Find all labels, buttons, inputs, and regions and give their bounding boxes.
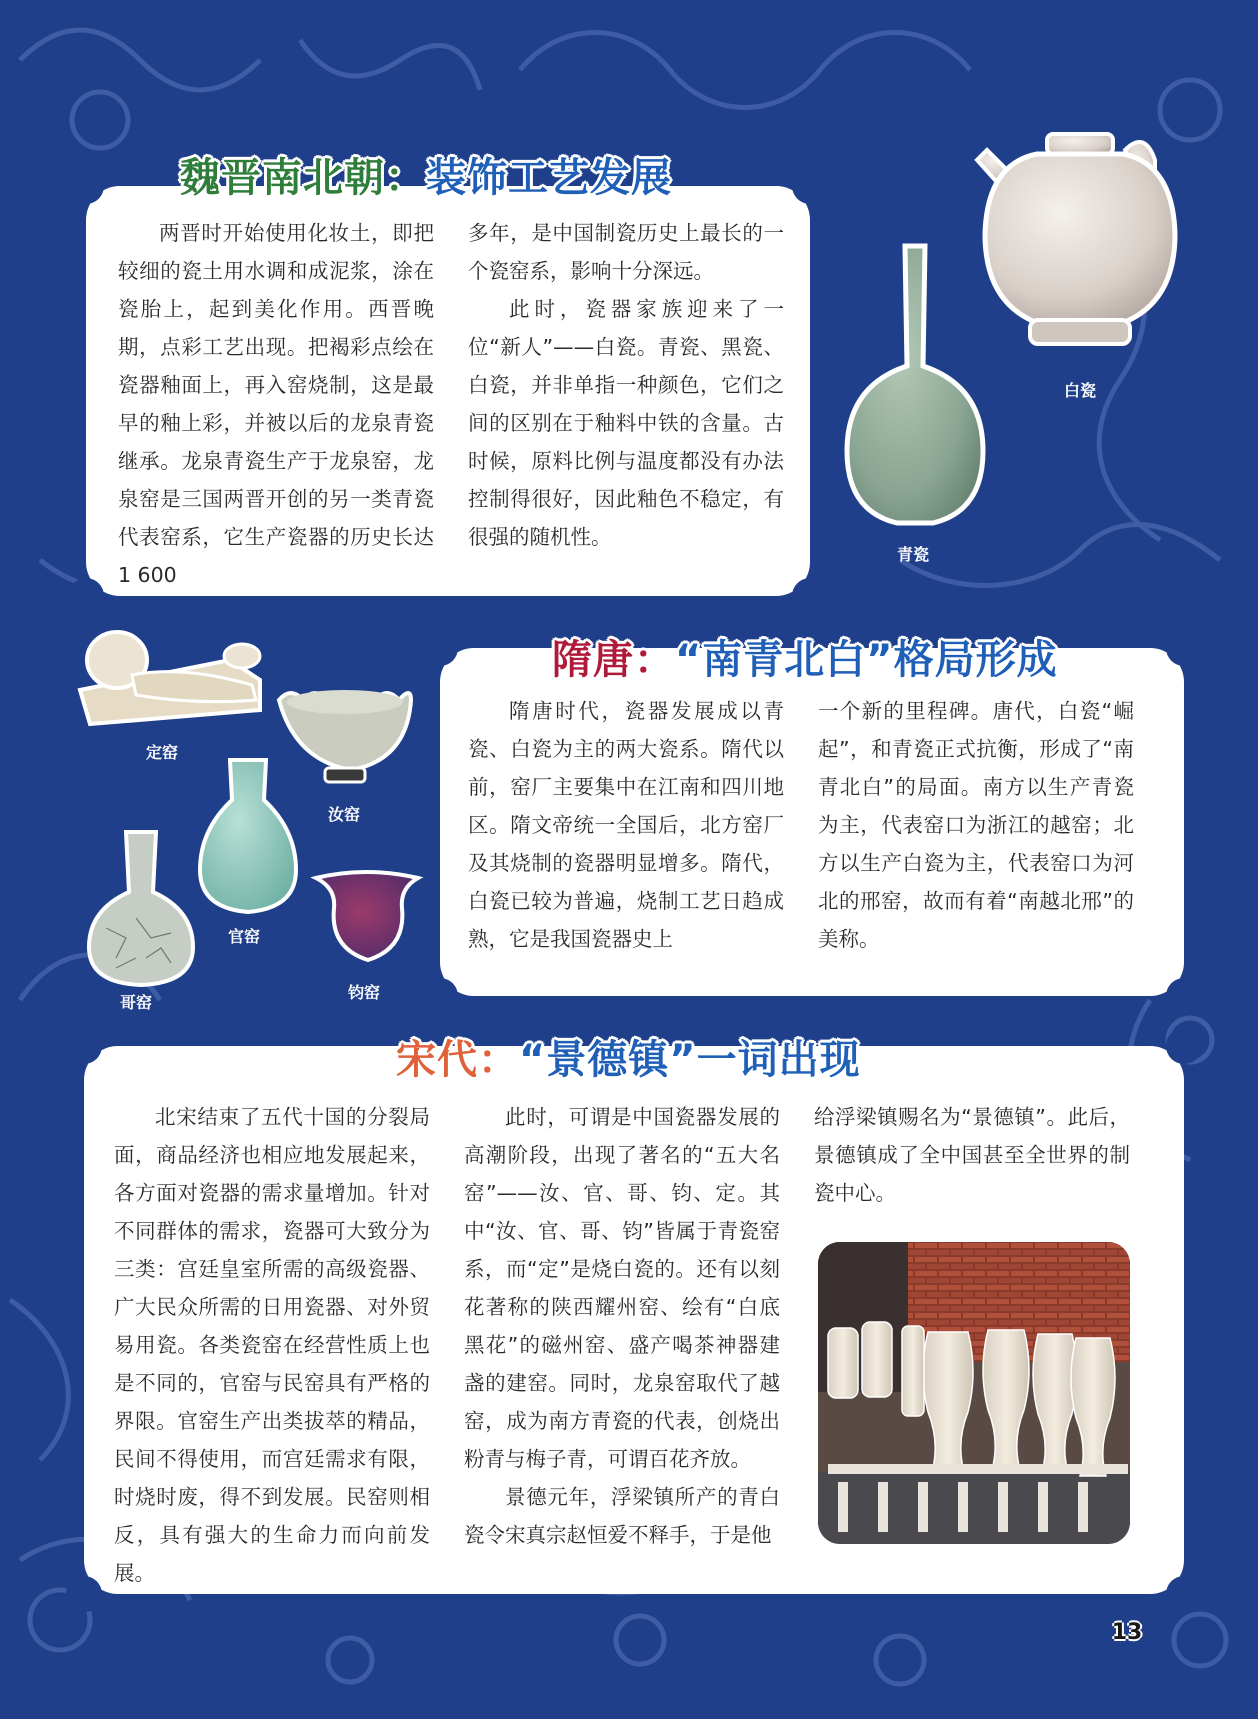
section1-column-2 (468, 214, 784, 556)
porcelain-workshop-photo (818, 1242, 1130, 1544)
section1-column-1 (118, 214, 434, 594)
page-number: 13 (1111, 1620, 1143, 1645)
caption-ding-kiln: 定窑 (146, 743, 179, 762)
section3-paragraph-4: 给浮梁镇赐名为“景德镇”。此后，景德镇成了全中国甚至全世界的制瓷中心。 (814, 1105, 1130, 1205)
caption-white-porcelain: 白瓷 (1064, 381, 1097, 400)
section3-column-1 (114, 1098, 430, 1592)
section1-title (180, 146, 672, 203)
white-porcelain-ewer-image (975, 120, 1185, 360)
section1-paragraph-2: 多年，是中国制瓷历史上最长的一个瓷窑系，影响十分深远。 (468, 221, 784, 283)
jun-kiln-pot-image (312, 868, 422, 968)
section1-title-theme: 装饰工艺发展 (426, 155, 672, 201)
caption-guan-kiln: 官窑 (228, 927, 261, 946)
section2-title-period: 隋唐： (552, 637, 675, 683)
caption-jun-kiln: 钧窑 (348, 983, 381, 1002)
section2-column-2 (818, 692, 1134, 958)
section3-paragraph-2: 此时，可谓是中国瓷器发展的高潮阶段，出现了著名的“五大名窑”——汝、官、哥、钧、定。其中“汝、官、哥、钧”皆属于青瓷窑系，而“定”是烧白瓷的。还有以刻花著称的陕西耀州窑、绘有“白底黑花”的磁州窑、盛产喝茶神器建盏的建窑。同时，龙泉窑取代了越窑，成为南方青瓷的代表，创烧出粉青与梅子青，可谓百花齐放。 (464, 1105, 780, 1471)
section3-column-3 (814, 1098, 1130, 1212)
section3-paragraph-1: 北宋结束了五代十国的分裂局面，商品经济也相应地发展起来，各方面对瓷器的需求量增加。针对不同群体的需求，瓷器可大致分为三类：宫廷皇室所需的高级瓷器、广大民众所需的日用瓷器、对外贸易用瓷。各类瓷窑在经营性质上也是不同的，官窑与民窑具有严格的界限。官窑生产出类拔萃的精品，民间不得使用，而宫廷需求有限，时烧时废，得不到发展。民窑则相反，具有强大的生命力而向前发展。 (114, 1105, 430, 1585)
section3-title-theme: “景德镇”一词出现 (519, 1037, 861, 1083)
section3-title-period: 宋代： (396, 1037, 519, 1083)
caption-ge-kiln: 哥窑 (120, 993, 153, 1012)
ge-kiln-vase-image (86, 828, 196, 988)
celadon-bottle-vase-image (845, 240, 985, 530)
ding-kiln-pillow-image (72, 620, 272, 730)
section2-paragraph-2: 一个新的里程碑。唐代，白瓷“崛起”，和青瓷正式抗衡，形成了“南青北白”的局面。南方以生产青瓷为主，代表窑口为浙江的越窑；北方以生产白瓷为主，代表窑口为河北的邢窑，故而有着“南越北邢”的美称。 (818, 699, 1134, 951)
caption-celadon: 青瓷 (897, 545, 930, 564)
section1-paragraph-1: 两晋时开始使用化妆土，即把较细的瓷土用水调和成泥浆，涂在瓷胎上，起到美化作用。西晋晚期，点彩工艺出现。把褐彩点绘在瓷器釉面上，再入窑烧制，这是最早的釉上彩，并被以后的龙泉青瓷继承。龙泉青瓷生产于龙泉窑，龙泉窑是三国两晋开创的另一类青瓷代表窑系，它生产瓷器的历史长达 1 600 (118, 221, 434, 587)
section1-paragraph-3: 此时，瓷器家族迎来了一位“新人”——白瓷。青瓷、黑瓷、白瓷，并非单指一种颜色，它们之间的区别在于釉料中铁的含量。古时候，原料比例与温度都没有办法控制得很好，因此釉色不稳定，有很强的随机性。 (468, 297, 784, 549)
section2-title (552, 628, 1058, 685)
section1-title-period: 魏晋南北朝： (180, 155, 426, 201)
section2-title-theme: “南青北白”格局形成 (675, 637, 1058, 683)
section3-paragraph-3: 景德元年，浮梁镇所产的青白瓷令宋真宗赵恒爱不释手，于是他 (464, 1485, 780, 1547)
section2-column-1 (468, 692, 784, 958)
section2-paragraph-1: 隋唐时代，瓷器发展成以青瓷、白瓷为主的两大瓷系。隋代以前，窑厂主要集中在江南和四川地区。隋文帝统一全国后，北方窑厂及其烧制的瓷器明显增多。隋代，白瓷已较为普遍，烧制工艺日趋成熟，它是我国瓷器史上 (468, 699, 784, 951)
guan-kiln-vase-image (198, 756, 298, 916)
caption-ru-kiln: 汝窑 (328, 805, 361, 824)
section3-column-2 (464, 1098, 780, 1554)
section3-title (396, 1028, 861, 1085)
